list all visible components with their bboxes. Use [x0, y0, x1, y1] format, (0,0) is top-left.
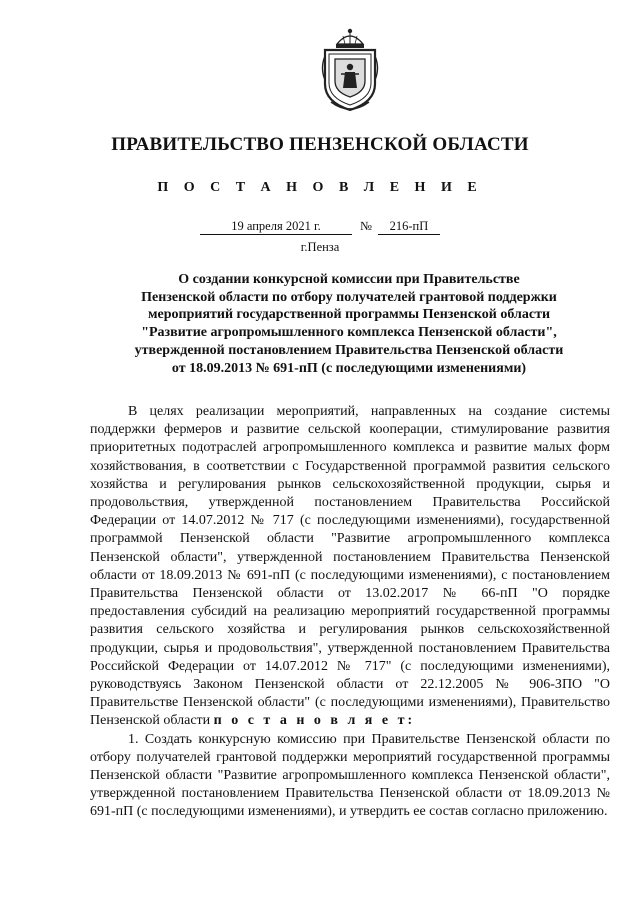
decree-word: п о с т а н о в л я е т: — [213, 713, 416, 729]
title-line: утвержденной постановлением Правительства Пензенской области — [134, 342, 564, 358]
date-number-line — [0, 219, 640, 235]
clause-1-paragraph: 1. Создать конкурсную комиссию при Правительстве Пензенской области по отбору получателей грантовой поддержки мероприятий государственной программы Пензенской области "Развитие агропромышленного комплекса Пензенской области", утвержденной постановлением Правительства Пензенской области от 18.09.2013 № 691-пП (с последующими изменениями), и утвердить ее состав согласно приложению. — [90, 731, 610, 820]
government-name: ПРАВИТЕЛЬСТВО ПЕНЗЕНСКОЙ ОБЛАСТИ — [111, 134, 529, 155]
document-number: 216-пП — [378, 219, 440, 235]
document-type: П О С Т А Н О В Л Е Н И Е — [157, 180, 483, 195]
title-line: О создании конкурсной комиссии при Правительстве — [178, 272, 520, 287]
document-body — [90, 403, 610, 822]
document-city: г.Пенза — [300, 240, 340, 254]
penza-coat-of-arms-icon — [319, 26, 381, 112]
number-sign: № — [360, 219, 372, 233]
document-date: 19 апреля 2021 г. — [200, 219, 352, 235]
preamble-paragraph — [90, 403, 610, 731]
title-line: от 18.09.2013 № 691-пП (с последующими изменениями) — [171, 360, 527, 376]
title-line: Пензенской области по отбору получателей грантовой поддержки — [141, 289, 557, 305]
document-title — [110, 271, 588, 377]
title-line: "Развитие агропромышленного комплекса Пензенской области", — [141, 325, 557, 341]
preamble-text: В целях реализации мероприятий, направленных на создание системы поддержки фермеров и развитие сельской кооперации, стимулирование развития приоритетных подотраслей агропромышленного комплекса и развитие малых форм хозяйствования, в соответствии с Государственной программой развития сельского хозяйства и регулирования рынков сельскохозяйственной продукции, сырья и продовольствия, утвержденной постановлением Правительства Российской Федерации от 14.07.2012 № 717 (с последующими изменениями), государственной программой Пензенской области "Развитие агропромышленного комплекса Пензенской области", утвержденной постановлением Правительства Пензенской области от 18.09.2013 № 691-пП (с последующими изменениями), с постановлением Правительства Пензенской области от 13.02.2017 № 66-пП "О порядке предоставления субсидий на реализацию мероприятий государственной программы развития сельского хозяйства и регулирования рынков сельскохозяйственной продукции, сырья и продовольствия", утвержденной постановлением Правительства Российской Федерации от 14.07.2012 № 717" (с последующими изменениями), руководствуясь Законом Пензенской области от 22.12.2005 № 906-ЗПО "О Правительстве Пензенской области" (с последующими изменениями), Правительство Пензенской области — [90, 404, 610, 729]
title-line: мероприятий государственной программы Пензенской области — [147, 307, 551, 323]
